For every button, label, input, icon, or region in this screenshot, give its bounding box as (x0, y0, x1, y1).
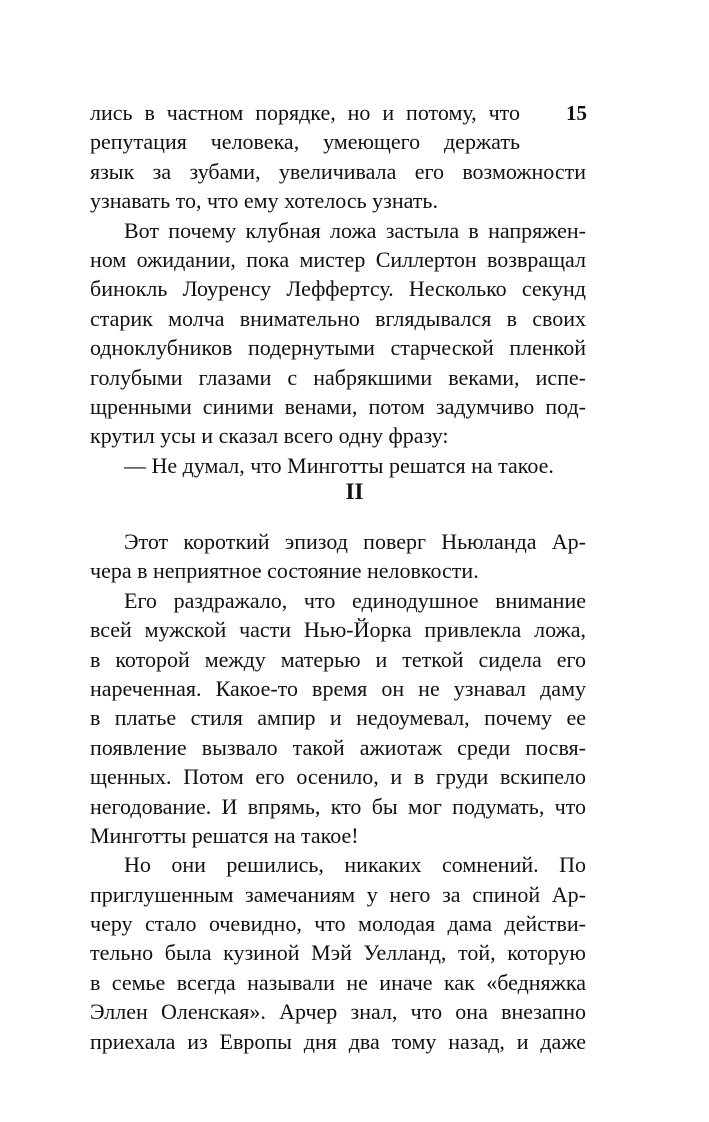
text-line: чера в неприятное состояние неловкости. (90, 558, 479, 584)
text-line: узнавать то, что ему хотелось узнать. (90, 188, 438, 214)
text-line: тельно была кузиной Мэй Уелланд, той, которую (90, 940, 586, 966)
text-line: щренными синими венами, потом задумчиво под- (90, 393, 586, 419)
paragraph-block-2 (90, 527, 586, 1056)
text-line: в семье всегда называли не иначе как «бедняжка (90, 969, 586, 995)
text-line: щенных. Потом его осенило, и в груди вскипело (90, 764, 586, 790)
text-line: Минготты решатся на такое! (90, 822, 359, 848)
chapter-heading: II (345, 479, 364, 504)
text-line: лись в частном порядке, но и потому, что (90, 100, 520, 125)
text-line: ном ожидании, пока мистер Силлертон возвращал (90, 246, 586, 272)
text-line: черу стало очевидно, что молодая дама действи- (90, 911, 586, 937)
text-line: — Не думал, что Минготты решатся на такое. (124, 452, 554, 478)
paragraph-block-1 (90, 98, 586, 480)
text-line: старик молча внимательно вглядывался в своих (90, 305, 586, 331)
text-line: в которой между матерью и теткой сидела его (90, 646, 586, 672)
text-line: Его раздражало, что единодушное внимание (124, 587, 586, 613)
text-line: в платье стиля ампир и недоумевал, почему ее (90, 705, 586, 731)
text-line: крутил усы и сказал всего одну фразу: (90, 423, 449, 449)
text-line: Вот почему клубная ложа застыла в напряжен- (124, 217, 586, 243)
text-line: Эллен Оленская». Арчер знал, что она внезапно (90, 999, 586, 1025)
text-line: негодование. И впрямь, кто бы мог подумать, что (90, 793, 586, 819)
text-line: одноклубников подернутыми старческой пленкой (90, 335, 586, 361)
text-line: приехала из Европы дня два тому назад, и даже (90, 1028, 586, 1054)
text-line: голубыми глазами с набрякшими веками, испе- (90, 364, 586, 390)
text-line: нареченная. Какое-то время он не узнавал даму (90, 675, 586, 701)
page-number: 15 (566, 101, 587, 125)
text-line: приглушенным замечаниям у него за спиной Ар- (90, 881, 586, 907)
text-line: Этот короткий эпизод поверг Ньюланда Ар- (124, 529, 586, 554)
text-line: всей мужской части Нью-Йорка привлекла ложа, (90, 617, 586, 643)
text-line: язык за зубами, увеличивала его возможности (90, 158, 586, 184)
text-line: Но они решились, никаких сомнений. По (124, 852, 586, 878)
text-line: репутация человека, умеющего держать (90, 129, 520, 155)
text-line: бинокль Лоуренсу Леффертсу. Несколько секунд (90, 276, 586, 302)
text-line: появление вызвало такой ажиотаж среди посвя- (90, 734, 586, 760)
